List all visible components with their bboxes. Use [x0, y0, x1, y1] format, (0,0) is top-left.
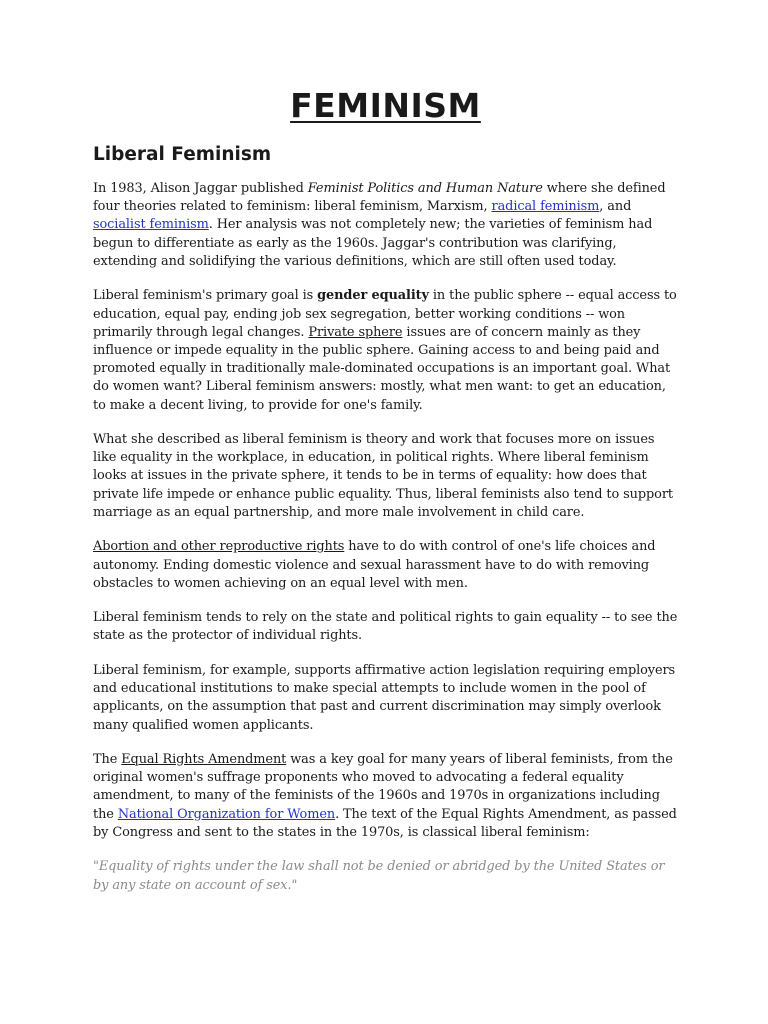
p7-text-3: . The text of the Equal Rights Amendment, as passed by Congress and sent to the states in the 1970s, is classical liberal feminism: — [93, 806, 677, 840]
paragraph-3: What she described as liberal feminism is theory and work that focuses more on issues like equality in the workplace, in education, in political rights. Where liberal feminism looks at issues in the private sphere, it tends to be in terms of equality: how does that private life impede or enhance public equality. Thus, liberal feminists also tend to support marriage as an equal partnership, and more male involvement in child care. — [93, 432, 673, 520]
p7-text-1: The — [93, 752, 122, 768]
national-organization-for-women-link[interactable]: National Organization for Women — [117, 806, 336, 822]
paragraph-7 — [93, 751, 678, 842]
equal-rights-amendment-link[interactable]: Equal Rights Amendment — [121, 752, 287, 768]
paragraph-2 — [93, 287, 678, 414]
radical-feminism-link[interactable]: radical feminism — [491, 199, 600, 215]
gender-equality-bold: gender equality — [317, 288, 429, 304]
document-title: FEMINISM — [290, 86, 481, 125]
p1-text-1: In 1983, Alison Jaggar published — [93, 181, 308, 196]
p7-text-2: was a key goal for many years of liberal feminists, from the original women's suffrage proponents who moved to advocating a federal equality amendment, to many of the feminists of the 1960s and 1970s in organizations including the — [93, 752, 673, 822]
p2-text-1: Liberal feminism's primary goal is — [93, 288, 318, 304]
era-quote: "Equality of rights under the law shall not be denied or abridged by the United States or by any state on account of sex." — [93, 859, 665, 893]
document-body — [93, 180, 678, 911]
p1-text-2: where she defined four theories related to feminism: liberal feminism, Marxism, — [93, 181, 666, 215]
paragraph-1 — [93, 180, 678, 271]
p1-text-3: , and — [599, 199, 632, 215]
paragraph-4 — [93, 538, 678, 593]
book-title: Feminist Politics and Human Nature — [307, 181, 543, 196]
private-sphere-link[interactable]: Private sphere — [308, 324, 403, 340]
reproductive-rights-link[interactable]: Abortion and other reproductive rights — [93, 539, 345, 555]
p4-text-1: have to do with control of one's life choices and autonomy. Ending domestic violence and sexual harassment have to do with removing obstacles to women achieving on an equal level with men. — [93, 539, 656, 591]
p2-text-3: issues are of concern mainly as they influence or impede equality in the public sphere. Gaining access to and being paid and promoted equally in traditionally male-dominated occupations is an important goal. What do women want? Liberal feminism answers: mostly, what men want: to get an education, to make a decent living, to provide for one's family. — [93, 324, 671, 413]
paragraph-5: Liberal feminism tends to rely on the state and political rights to gain equality -- to see the state as the protector of individual rights. — [93, 610, 678, 644]
section-heading: Liberal Feminism — [93, 144, 272, 165]
paragraph-6: Liberal feminism, for example, supports affirmative action legislation requiring employers and educational institutions to make special attempts to include women in the pool of applicants, on the assumption that past and current discrimination may simply overlook many qualified women applicants. — [93, 662, 676, 733]
p2-text-2: in the public sphere -- equal access to education, equal pay, ending job sex segregation, better working conditions -- won primarily through legal changes. — [93, 288, 677, 340]
p1-text-4: . Her analysis was not completely new; the varieties of feminism had begun to differentiate as early as the 1960s. Jaggar's contribution was clarifying, extending and solidifying the various definitions, which are still often used today. — [93, 217, 653, 269]
socialist-feminism-link[interactable]: socialist feminism — [93, 217, 209, 233]
